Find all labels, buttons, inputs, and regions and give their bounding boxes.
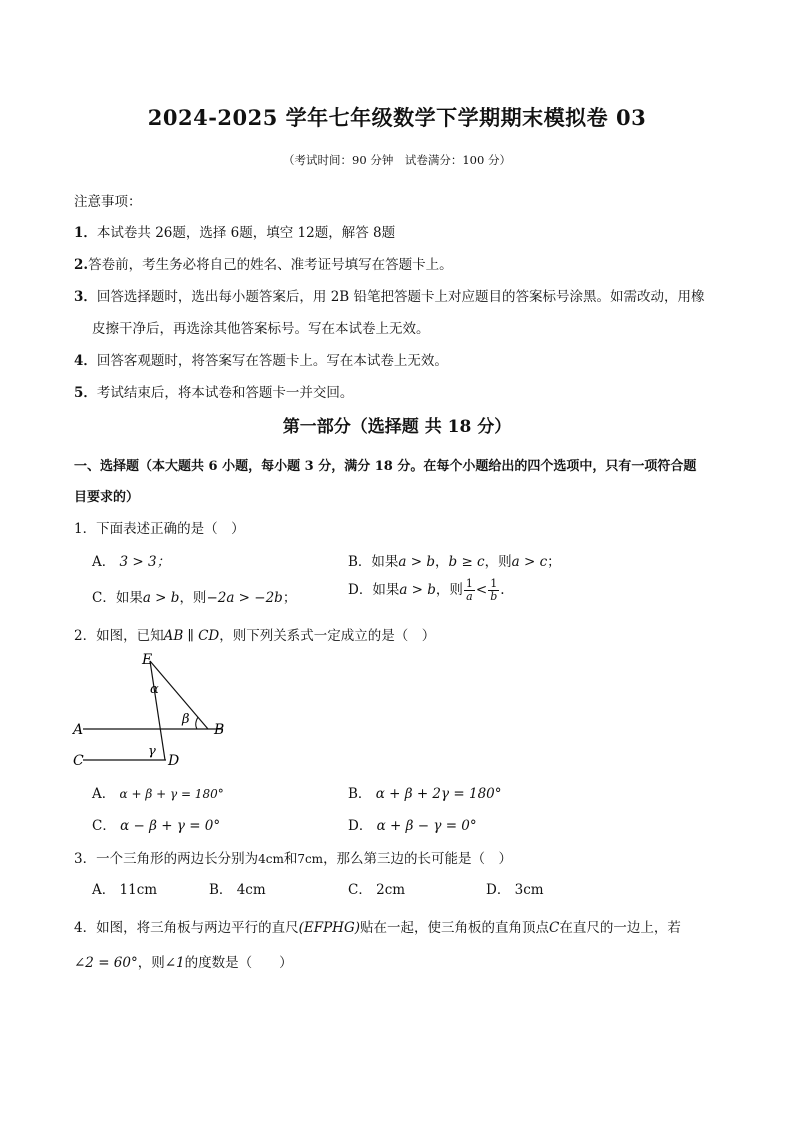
note-item-4: 4．回答客观题时，将答案写在答题卡上。写在本试卷上无效。 bbox=[74, 353, 448, 369]
note-item-3-cont: 皮擦干净后，再选涂其他答案标号。写在本试卷上无效。 bbox=[92, 321, 430, 337]
note-item-5: 5．考试结束后，将本试卷和答题卡一并交回。 bbox=[74, 385, 354, 401]
note-item-2: 2.答卷前，考生务必将自己的姓名、准考证号填写在答题卡上。 bbox=[74, 257, 453, 273]
q1-stem: 1．下面表述正确的是（ ） bbox=[74, 521, 245, 537]
q2-option-a: A． α + β + γ = 180° bbox=[92, 786, 224, 802]
q1-option-d: D．如果a > b，则 $\frac{1}{a}$ < $\frac{1}{b}$ . bbox=[348, 577, 505, 603]
section-title: 第一部分（选择题 共 18 分） bbox=[282, 417, 512, 437]
angle-alpha-label: α bbox=[150, 682, 159, 697]
q3-option-c: C． 2cm bbox=[348, 882, 406, 898]
part-heading-line1: 一、选择题（本大题共 6 小题，每小题 3 分，满分 18 分。在每个小题给出的四个选项中，只有一项符合题 bbox=[74, 459, 697, 474]
notes-heading: 注意事项： bbox=[74, 194, 142, 210]
q1-option-c: C．如果a > b，则−2a > −2b； bbox=[92, 590, 297, 606]
point-d-label: D bbox=[168, 753, 180, 769]
q3-stem: 3．一个三角形的两边长分别为4cm和7cm，那么第三边的长可能是（ ） bbox=[74, 851, 513, 867]
part-heading-line2: 目要求的） bbox=[74, 490, 140, 505]
q3-option-a: A． 11cm bbox=[92, 882, 158, 898]
q3-option-d: D． 3cm bbox=[486, 882, 544, 898]
q2-option-b: B． α + β + 2γ = 180° bbox=[348, 786, 502, 802]
note-item-3: 3．回答选择题时，选出每小题答案后，用 2B 铅笔把答题卡上对应题目的答案标号涂黑。如需改动，用橡 bbox=[74, 289, 705, 305]
page-title: 2024-2025 学年七年级数学下学期期末模拟卷 03 bbox=[147, 105, 647, 130]
angle-gamma-label: γ bbox=[148, 744, 156, 759]
q3-option-b: B． 4cm bbox=[209, 882, 266, 898]
exam-info: （考试时间：90 分钟 试卷满分：100 分） bbox=[283, 153, 511, 167]
angle-beta-label: β bbox=[182, 712, 190, 727]
q2-option-d: D． α + β − γ = 0° bbox=[348, 818, 477, 834]
point-c-label: C bbox=[73, 753, 84, 769]
fraction-1-over-a: $\frac{1}{a}$ bbox=[465, 577, 473, 603]
point-b-label: B bbox=[214, 722, 225, 738]
q4-stem-line2: ∠2 = 60°，则∠1的度数是（ ） bbox=[74, 955, 293, 971]
parallel-lines-figure bbox=[68, 648, 248, 773]
q2-stem: 2．如图，已知AB ∥ CD，则下列关系式一定成立的是（ ） bbox=[74, 628, 436, 644]
q1-option-a: A． 3 > 3； bbox=[92, 554, 171, 570]
fraction-1-over-b: $\frac{1}{b}$ bbox=[490, 577, 498, 603]
q4-stem-line1: 4．如图，将三角板与两边平行的直尺(EFPHG)贴在一起，使三角板的直角顶点C在直尺的一边上，若 bbox=[74, 920, 681, 936]
q1-option-b: B．如果a > b，b ≥ c，则a > c； bbox=[348, 554, 561, 570]
point-e-label: E bbox=[142, 652, 153, 668]
q2-option-c: C． α − β + γ = 0° bbox=[92, 818, 221, 834]
note-item-1: 1．本试卷共 26题，选择 6题，填空 12题，解答 8题 bbox=[74, 225, 396, 241]
point-a-label: A bbox=[73, 722, 84, 738]
